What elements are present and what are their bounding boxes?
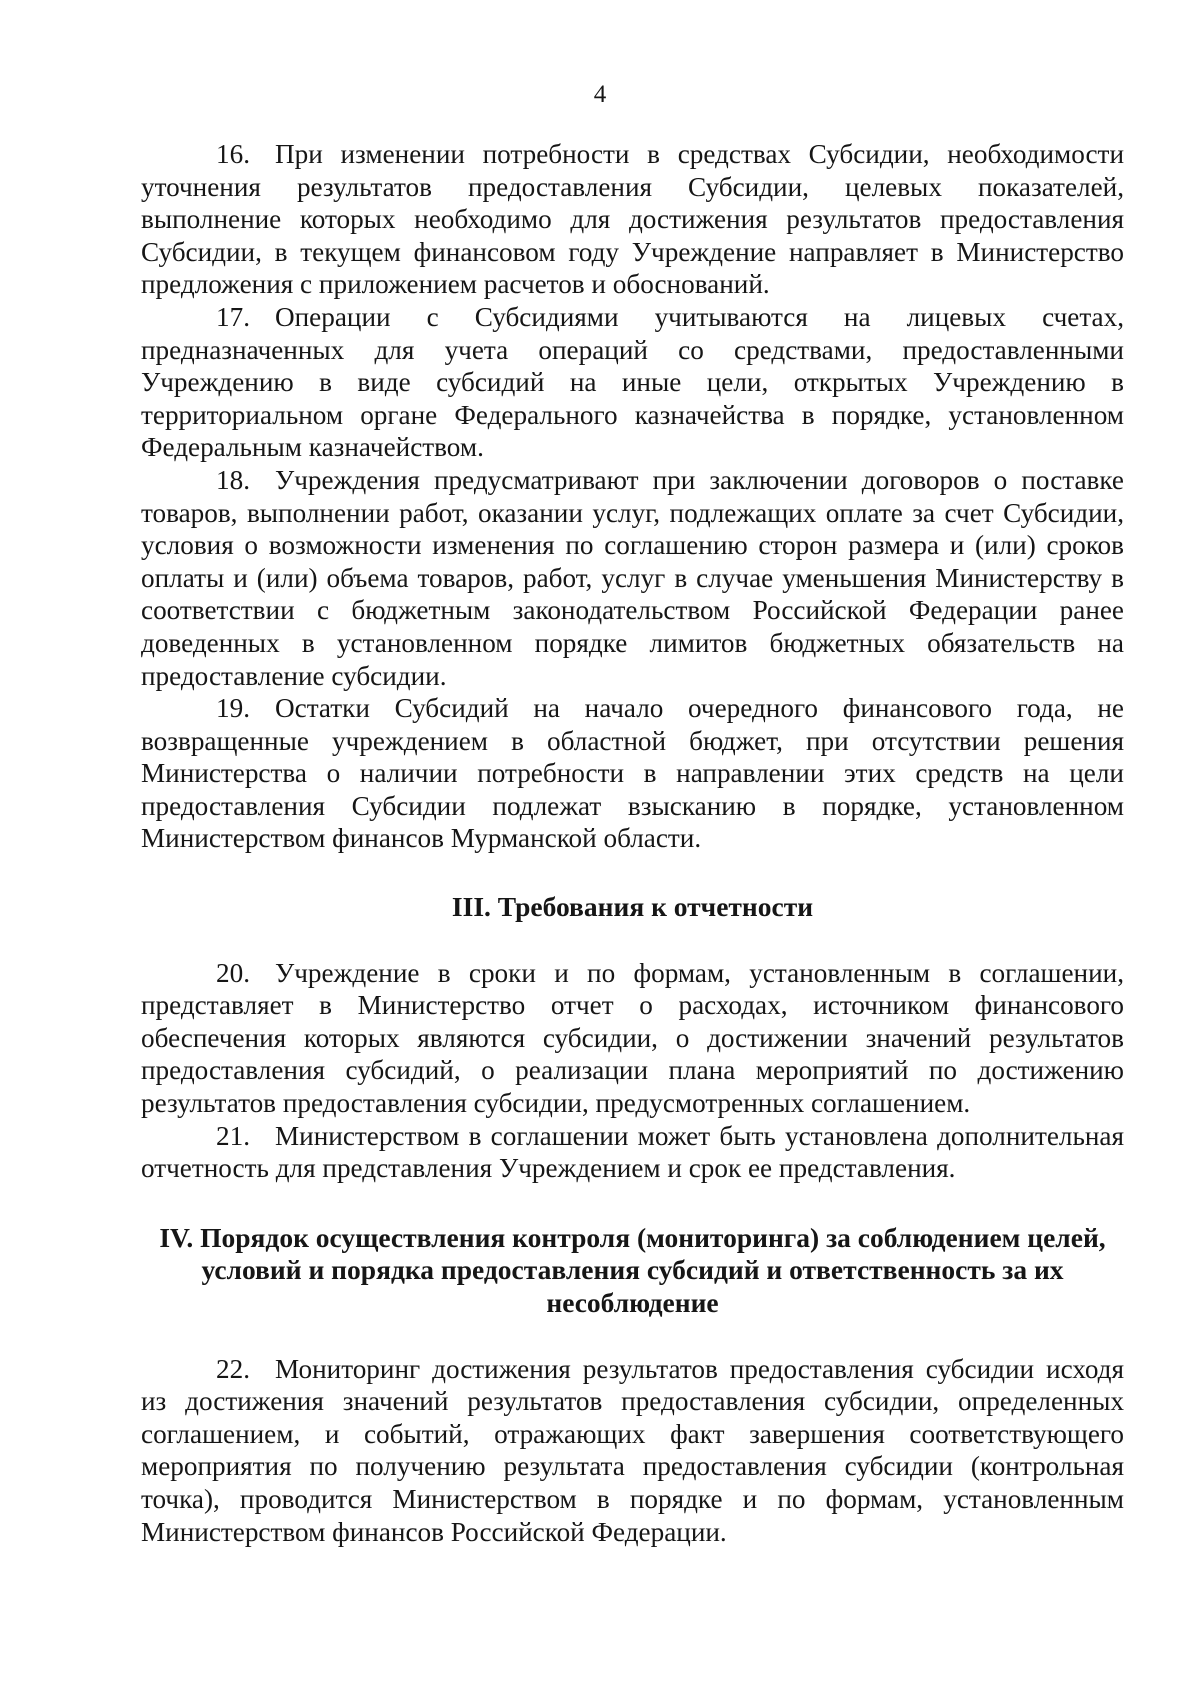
paragraph-number: 22. <box>216 1353 250 1384</box>
paragraph-18 <box>141 464 1124 692</box>
section-heading-line: несоблюдение <box>546 1287 719 1318</box>
paragraph-number: 21. <box>216 1120 250 1151</box>
paragraph-number: 17. <box>216 301 250 332</box>
paragraph-text: При изменении потребности в средствах Субсидии, необходимости уточнения результатов предоставления Субсидии, целевых показателей, выполнение которых необходимо для достижения результатов предоставления Субсидии, в текущем финансовом году Учреждение направляет в Министерство предложения с приложением расчетов и обоснований. <box>141 139 1124 300</box>
section-heading-control <box>141 1222 1124 1320</box>
section-heading-line: IV. Порядок осуществления контроля (мониторинга) за соблюдением целей, <box>159 1221 1106 1253</box>
paragraph-number: 18. <box>216 464 250 495</box>
paragraph-number: 20. <box>216 957 250 988</box>
paragraph-21 <box>141 1120 1124 1185</box>
document-body <box>141 138 1124 1548</box>
paragraph-text: Учреждения предусматривают при заключении договоров о поставке товаров, выполнении работ, оказании услуг, подлежащих оплате за счет Субсидии, условия о возможности изменения по соглашению сторон размера и (или) сроков оплаты и (или) объема товаров, работ, услуг в случае уменьшения Министерству в соответствии с бюджетным законодательством Российской Федерации ранее доведенных в установленном порядке лимитов бюджетных обязательств на предоставление субсидии. <box>141 464 1124 691</box>
paragraph-22 <box>141 1353 1124 1549</box>
paragraph-17 <box>141 301 1124 464</box>
paragraph-text: Мониторинг достижения результатов предоставления субсидии исходя из достижения значений результатов предоставления субсидии, определенных соглашением, и событий, отражающих факт завершения соответствующего мероприятия по получению результата предоставления субсидии (контрольная точка), проводится Министерством в порядке и по формам, установленным Министерством финансов Российской Федерации. <box>141 1353 1124 1547</box>
section-heading-reporting: III. Требования к отчетности <box>451 891 814 923</box>
paragraph-text: Операции с Субсидиями учитываются на лицевых счетах, предназначенных для учета операций со средствами, предоставленными Учреждению в виде субсидий на иные цели, открытых Учреждению в территориальном органе Федерального казначейства в порядке, установленном Федеральным казначейством. <box>141 301 1124 463</box>
page-number: 4 <box>593 81 607 108</box>
paragraph-number: 16. <box>216 139 250 169</box>
paragraph-19 <box>141 692 1124 855</box>
paragraph-number: 19. <box>216 693 250 724</box>
paragraph-text: Остатки Субсидий на начало очередного финансового года, не возвращенные учреждением в областной бюджет, при отсутствии решения Министерства о наличии потребности в направлении этих средств на цели предоставления Субсидии подлежат взысканию в порядке, установленном Министерством финансов Мурманской области. <box>141 693 1124 854</box>
paragraph-20 <box>141 957 1124 1120</box>
section-heading-line: условий и порядка предоставления субсидий и ответственность за их <box>201 1254 1064 1286</box>
paragraph-text: Министерством в соглашении может быть установлена дополнительная отчетность для представления Учреждением и срок ее представления. <box>141 1120 1124 1184</box>
paragraph-text: Учреждение в сроки и по формам, установленным в соглашении, представляет в Министерство отчет о расходах, источником финансового обеспечения которых являются субсидии, о достижении значений результатов предоставления субсидий, о реализации плана мероприятий по достижению результатов предоставления субсидии, предусмотренных соглашением. <box>141 957 1124 1119</box>
paragraph-16 <box>141 138 1124 301</box>
